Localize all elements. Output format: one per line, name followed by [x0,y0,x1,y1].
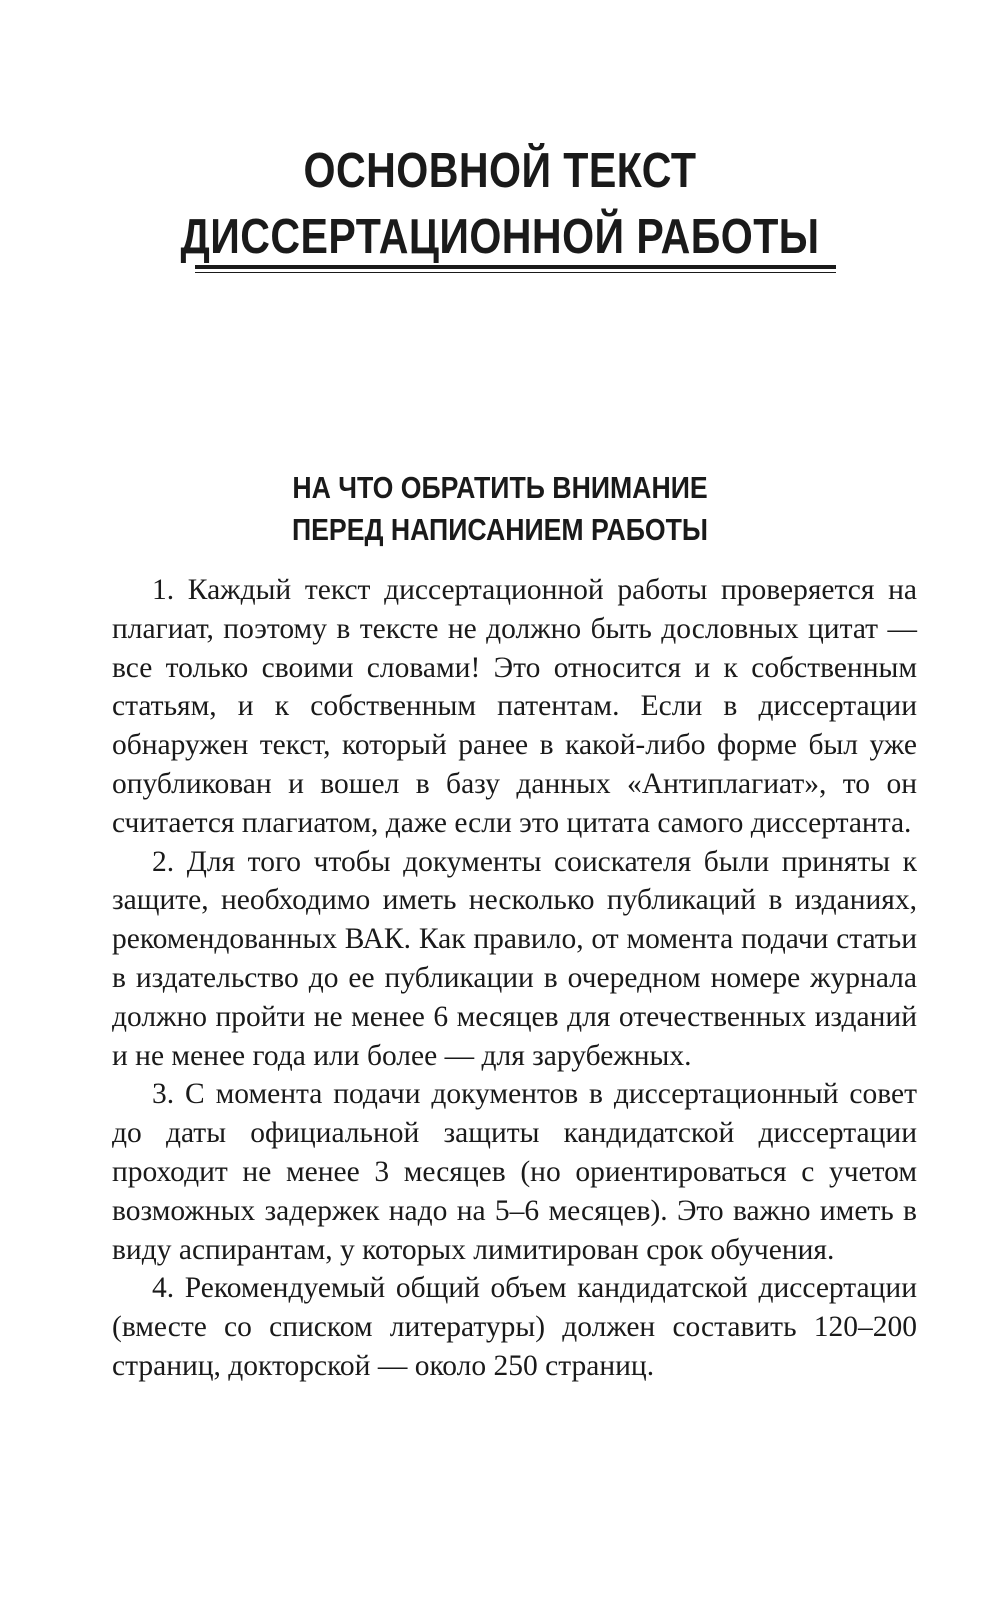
chapter-title-line-2: ДИССЕРТАЦИОННОЙ РАБОТЫ [180,210,820,264]
paragraph-4: 4. Рекомендуемый общий объем кандидатской диссертации (вместе со списком литературы) должен составить 120–200 страниц, докторской — около 250 страниц. [112,1272,917,1382]
section-title-line-1: НА ЧТО ОБРАТИТЬ ВНИМАНИЕ [292,470,708,505]
paragraph-3: 3. С момента подачи документов в диссертационный совет до даты официальной защиты кандидатской диссертации проходит не менее 3 месяцев (но ориентироваться с учетом возможных задержек надо на 5–6 месяцев). Это важно иметь в виду аспирантам, у которых лимитирован срок обучения. [112,1078,917,1266]
chapter-title-line-1: ОСНОВНОЙ ТЕКСТ [303,144,697,198]
title-rule-thick [195,265,836,269]
paragraph-2: 2. Для того чтобы документы соискателя были приняты к защите, необходимо иметь несколько публикаций в изданиях, рекомендованных ВАК. Как правило, от момента подачи статьи в издательство до ее публикации в очередном номере журнала должно пройти не менее 6 месяцев для отечественных изданий и не менее года или более — для зарубежных. [112,845,917,1072]
body-text [112,571,917,1386]
section-title-line-2: ПЕРЕД НАПИСАНИЕМ РАБОТЫ [291,512,709,547]
paragraph-1: 1. Каждый текст диссертационной работы проверяется на плагиат, поэтому в тексте не должно быть дословных цитат — все только своими словами! Это относится и к собственным статьям, и к собственным патентам. Если в диссертации обнаружен текст, который ранее в какой-либо форме был уже опубликован и вошел в базу данных «Антиплагиат», то он считается плагиатом, даже если это цитата самого диссертанта. [112,574,917,839]
title-rule-thin [195,272,836,273]
chapter-title [80,138,920,270]
section-title [70,467,930,551]
